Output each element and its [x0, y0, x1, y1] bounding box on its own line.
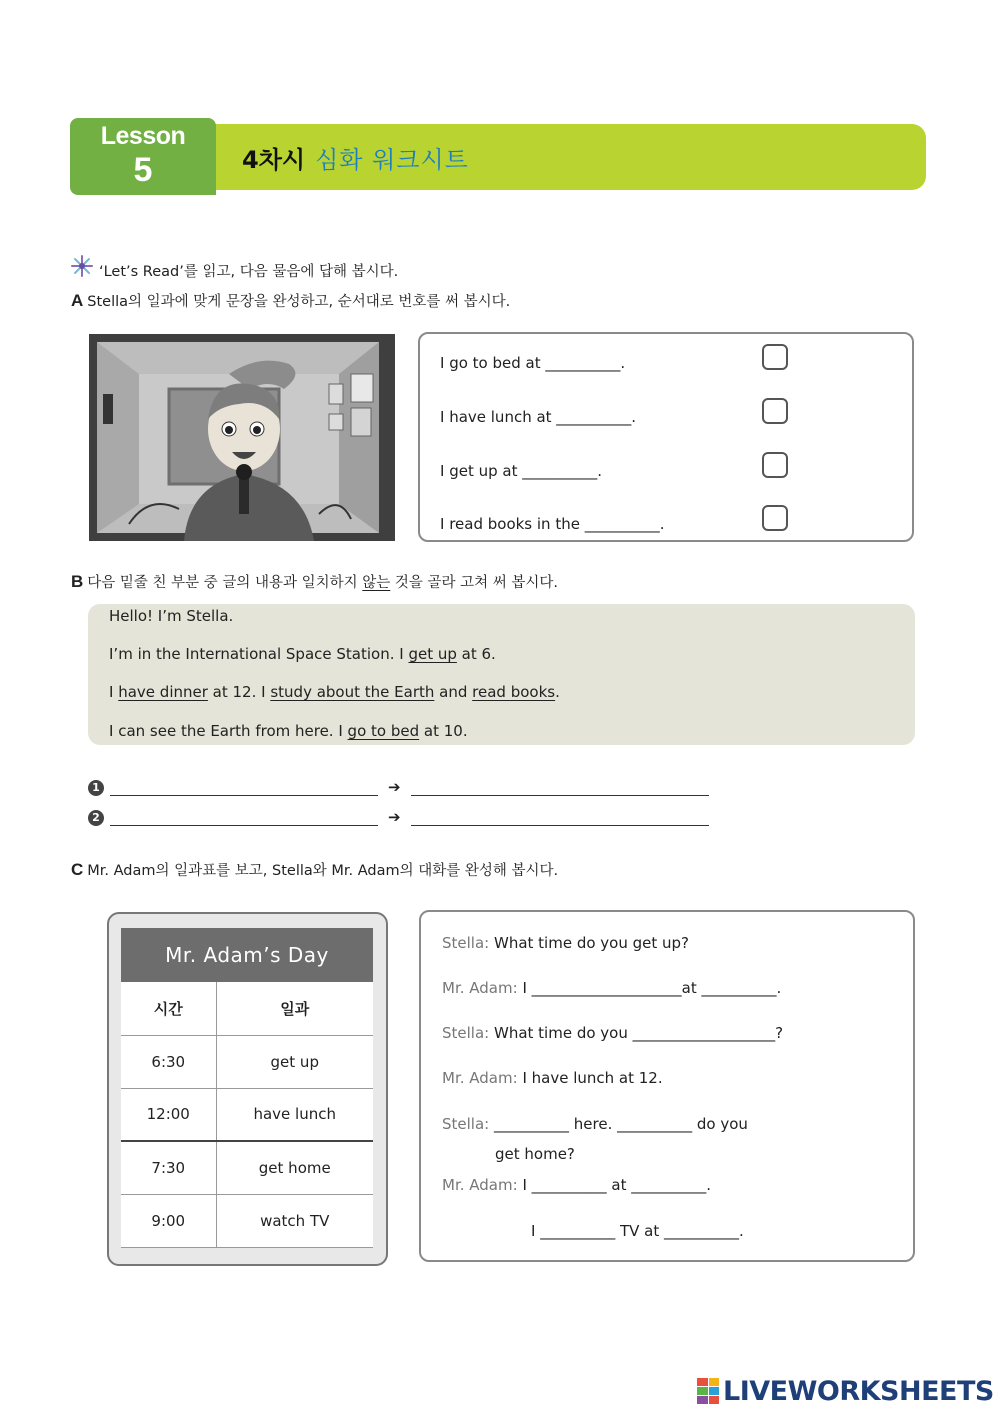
dialogue-line-4: [442, 1069, 663, 1087]
dialogue-line-1: [442, 934, 689, 952]
sentence-go-to-bed[interactable]: I go to bed at __________.: [440, 354, 626, 372]
table-row: [121, 1141, 373, 1194]
order-checkbox-3[interactable]: [762, 452, 788, 478]
dialogue-text: I have lunch at 12.: [522, 1069, 663, 1087]
dialogue-blank-text[interactable]: I ____________________at __________.: [522, 979, 782, 997]
dialogue-line-2: [442, 979, 781, 997]
time-cell: 9:00: [121, 1194, 216, 1247]
stella-space-station-illustration: [89, 334, 395, 541]
section-b-letter: B: [71, 572, 84, 591]
passage-line-2: [109, 645, 496, 663]
speaker-stella: Stella:: [442, 934, 490, 952]
dialogue-blank-text[interactable]: I __________ at __________.: [522, 1176, 712, 1194]
underlined-go-to-bed: go to bed: [347, 722, 420, 740]
answer-row-1: [88, 778, 709, 796]
dialogue-line-5: [442, 1115, 748, 1133]
underlined-get-up: get up: [408, 645, 457, 663]
section-a-text: Stella의 일과에 맞게 문장을 완성하고, 순서대로 번호를 써 봅시다.: [87, 294, 511, 310]
section-b-text-1: 다음 밑줄 친 부분 중 글의 내용과 일치하지: [87, 575, 358, 591]
order-checkbox-2[interactable]: [762, 398, 788, 424]
arrow-right-icon: ➔: [388, 808, 401, 826]
dialogue-line-6: [442, 1176, 711, 1194]
number-badge-2: 2: [88, 810, 104, 826]
underlined-study-earth: study about the Earth: [270, 683, 435, 701]
time-cell: 7:30: [121, 1141, 216, 1194]
sentence-read-books[interactable]: I read books in the __________.: [440, 515, 665, 533]
instruction-text: ‘Let’s Read’를 읽고, 다음 물음에 답해 봅시다.: [99, 264, 399, 280]
schedule-table: [121, 928, 373, 1248]
routine-cell: get up: [216, 1035, 373, 1088]
column-header-time: 시간: [121, 982, 216, 1035]
dialogue-line-3: [442, 1024, 783, 1042]
speaker-stella: Stella:: [442, 1024, 490, 1042]
title-main: 4차시: [242, 146, 306, 174]
number-badge-1: 1: [88, 780, 104, 796]
time-cell: 6:30: [121, 1035, 216, 1088]
section-a-sentence-box: [418, 332, 914, 542]
title-sub: 심화 워크시트: [315, 146, 469, 174]
section-c-prompt: [71, 859, 558, 880]
dialogue-line-5-cont: get home?: [495, 1145, 575, 1163]
table-row: [121, 1088, 373, 1141]
lesson-badge: [70, 118, 216, 195]
section-c-text: Mr. Adam의 일과표를 보고, Stella와 Mr. Adam의 대화를 완성해 봅시다.: [87, 863, 559, 879]
section-b-prompt: [71, 571, 558, 592]
table-row: [121, 1035, 373, 1088]
dialogue-text: What time do you get up?: [494, 934, 690, 952]
section-a-letter: A: [71, 291, 84, 310]
logo-text: LIVEWORKSHEETS: [723, 1375, 994, 1407]
passage-line-3: [109, 683, 560, 701]
table-row: [121, 1194, 373, 1247]
passage-line-4: [109, 722, 468, 740]
answer-wrong-field-2[interactable]: [110, 812, 378, 826]
speaker-mr-adam: Mr. Adam:: [442, 979, 518, 997]
arrow-right-icon: ➔: [388, 778, 401, 796]
answer-correct-field-2[interactable]: [411, 812, 709, 826]
speaker-stella: Stella:: [442, 1115, 490, 1133]
logo-blocks-icon: [697, 1378, 719, 1404]
answer-wrong-field-1[interactable]: [110, 782, 378, 796]
underlined-have-dinner: have dinner: [118, 683, 208, 701]
order-checkbox-1[interactable]: [762, 344, 788, 370]
passage-text: at 10.: [423, 722, 468, 740]
passage-text: and: [439, 683, 468, 701]
star-icon: [71, 255, 93, 277]
sentence-get-up[interactable]: I get up at __________.: [440, 462, 602, 480]
stella-passage-box: [88, 604, 915, 745]
routine-cell: have lunch: [216, 1088, 373, 1141]
passage-text: at 12. I: [212, 683, 266, 701]
passage-text: I’m in the International Space Station. I: [109, 645, 404, 663]
section-c-letter: C: [71, 860, 84, 879]
speaker-mr-adam: Mr. Adam:: [442, 1069, 518, 1087]
liveworksheets-logo: [697, 1376, 994, 1406]
passage-text: .: [555, 683, 560, 701]
passage-line-1: Hello! I’m Stella.: [109, 607, 234, 625]
passage-text: I: [109, 683, 114, 701]
order-checkbox-4[interactable]: [762, 505, 788, 531]
underlined-read-books: read books: [472, 683, 556, 701]
column-header-routine: 일과: [216, 982, 373, 1035]
passage-text: I can see the Earth from here. I: [109, 722, 343, 740]
lesson-number: 5: [133, 151, 153, 189]
time-cell: 12:00: [121, 1088, 216, 1141]
schedule-title: Mr. Adam’s Day: [121, 928, 373, 982]
routine-cell: watch TV: [216, 1194, 373, 1247]
page-title: [242, 140, 469, 175]
section-b-text-2: 것을 골라 고쳐 써 봅시다.: [394, 575, 559, 591]
answer-correct-field-1[interactable]: [411, 782, 709, 796]
sentence-have-lunch[interactable]: I have lunch at __________.: [440, 408, 637, 426]
section-a-prompt: [71, 290, 510, 311]
lesson-label: Lesson: [100, 122, 186, 150]
answer-row-2: [88, 808, 709, 826]
passage-text: at 6.: [461, 645, 496, 663]
speaker-mr-adam: Mr. Adam:: [442, 1176, 518, 1194]
section-b-text-underlined: 않는: [362, 575, 391, 591]
dialogue-line-7[interactable]: I __________ TV at __________.: [531, 1222, 744, 1240]
dialogue-box: [419, 910, 915, 1262]
dialogue-blank-text[interactable]: __________ here. __________ do you: [494, 1115, 748, 1133]
dialogue-blank-text[interactable]: What time do you ___________________?: [494, 1024, 784, 1042]
routine-cell: get home: [216, 1141, 373, 1194]
